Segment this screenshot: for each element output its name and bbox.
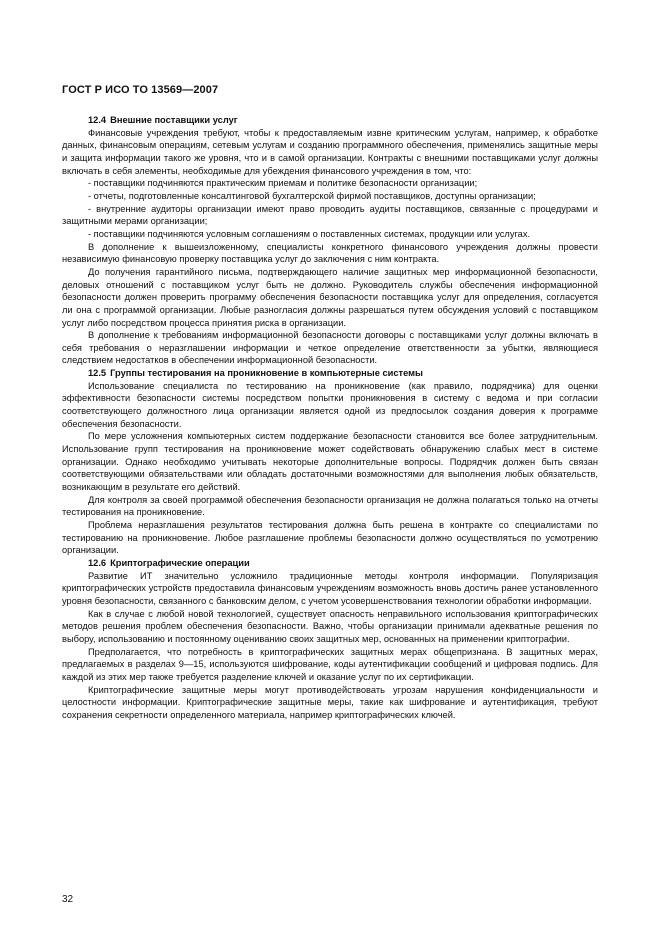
- section-heading-12-5: [62, 367, 598, 380]
- list-item: - поставщики подчиняются практическим приемам и политике безопасности организации;: [88, 178, 478, 189]
- paragraph: Развитие ИТ значительно усложнило традиционные методы контроля информации. Популяризация криптографических устройств предоставила финансовым учреждениям возможность вновь достичь ранее установленного уровня безопасности, связанного с банковским делом, с учетом усовершенствования технологии обработки информации.: [62, 570, 598, 606]
- paragraph: Как в случае с любой новой технологией, существует опасность неправильного использования криптографических методов решения проблем обеспечения безопасности. Важно, чтобы организации принимали адекватные решения по выбору, использованию и постоянному оцениванию своих защитных мер, основанных на применении криптографии.: [62, 608, 598, 644]
- section-title: Внешние поставщики услуг: [110, 115, 238, 125]
- list-item: - внутренние аудиторы организации имеют право проводить аудиты поставщиков, связанные с процедурами и защитными мерами организации;: [62, 203, 598, 227]
- section-number: 12.4: [88, 115, 107, 125]
- list-item: - отчеты, подготовленные консалтинговой бухгалтерской фирмой поставщиков, доступны организации;: [88, 190, 536, 201]
- paragraph: Использование специалиста по тестированию на проникновение (как правило, подрядчика) для оценки эффективности безопасности системы посредством попытки проникновения в систему с ведома и при согласии соответствующего должностного лица организации является одной из предпосылок создания доверия к программе обеспечения безопасности.: [62, 380, 598, 429]
- section-heading-12-6: [62, 557, 598, 570]
- paragraph: Финансовые учреждения требуют, чтобы к предоставляемым извне критическим услугам, например, к обработке данных, финансовым операциям, сетевым услугам и созданию программного обеспечения, применялись защитные меры и защита информации такого же уровня, что и в самой организации. Контракты с внешними поставщиками услуг должны включать в себя элементы, необходимые для убеждения финансового учреждения в том, что:: [62, 127, 598, 176]
- section-title: Криптографические операции: [110, 557, 250, 568]
- document-header: ГОСТ Р ИСО ТО 13569—2007: [62, 84, 219, 96]
- paragraph: В дополнение к вышеизложенному, специалисты конкретного финансового учреждения должны провести независимую финансовую проверку поставщика услуг до заключения с ним контракта.: [62, 241, 598, 265]
- page-content: [62, 114, 598, 722]
- paragraph: Криптографические защитные меры могут противодействовать угрозам нарушения конфиденциальности и целостности информации. Криптографические защитные меры, такие как шифрование и аутентификация, требуют сохранения секретности определенного материала, например криптографических ключей.: [62, 684, 598, 720]
- paragraph: Предполагается, что потребность в криптографических защитных мерах общепризнана. В защитных мерах, предлагаемых в разделах 9—15, используются шифрование, коды аутентификации сообщений и цифровая подпись. Для каждой из этих мер также требуется разделение ключей и оказание услуг по их сертификации.: [62, 646, 598, 682]
- paragraph: Для контроля за своей программой обеспечения безопасности организация не должна полагаться только на отчеты тестирования на проникновение.: [62, 494, 598, 518]
- paragraph: По мере усложнения компьютерных систем поддержание безопасности становится все более затруднительным. Использование групп тестирования на проникновение может содействовать обнаружению слабых мест в системе организации. Однако необходимо учитывать некоторые дополнительные вопросы. Подрядчик должен быть связан соответствующими обязательствами или обладать достаточными возможностями для выполнения любых обязательств, возникающим в результате его действий.: [62, 431, 598, 493]
- list-item: - поставщики подчиняются условным соглашениям о поставленных системах, продукции или услугах.: [88, 228, 531, 239]
- section-number: 12.5: [88, 368, 107, 379]
- section-number: 12.6: [88, 557, 107, 568]
- paragraph: В дополнение к требованиям информационной безопасности договоры с поставщиками услуг должны включать в себя требования о неразглашении информации и четкое определение ответственности за убытки, являющиеся следствием недостатков в обеспечении информационной безопасности.: [62, 330, 598, 366]
- paragraph: До получения гарантийного письма, подтверждающего наличие защитных мер информационной безопасности, деловых отношений с поставщиком услуг быть не должно. Руководитель службы обеспечения информационной безопасности должен проверить программу обеспечения безопасности поставщика услуг для определения, согласуется ли она с программой организации. Любые разногласия должны разрешаться путем обсуждения условий с поставщиком услуг либо посредством процесса принятия риска в организации.: [62, 266, 598, 328]
- section-title: Группы тестирования на проникновение в компьютерные системы: [110, 368, 423, 379]
- paragraph: Проблема неразглашения результатов тестирования должна быть решена в контракте со специалистами по тестированию на проникновение. Любое разглашение проблемы безопасности должно осуществляться по усмотрению организации.: [62, 520, 598, 556]
- section-heading-12-4: [62, 114, 598, 127]
- page-number: 32: [62, 894, 74, 905]
